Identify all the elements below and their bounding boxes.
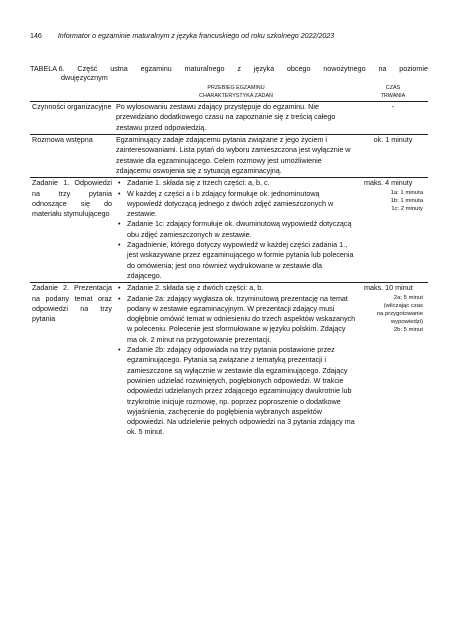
bullet-item: • Zadanie 1. składa się z trzech części: a, b, c. [116, 178, 356, 188]
description-cell [114, 178, 358, 283]
time-breakdown: (wliczając czas [383, 302, 423, 309]
time-cell: ok. 1 minuty [358, 135, 428, 178]
bullet-item: • Zadanie 2b: zdający odpowiada na trzy pytania postawione przez egzaminującego. Pytania są związane z tematyką prezentacji i zamieszczone są wyłącznie w zestawie dla egzaminującego. Zdający powinien udzielać rozwiniętych, pogłębionych odpowiedzi. W trakcie odpowiedzi udzielanych przez zdającego egzaminujący dwukrotnie lub trzykrotnie inicjuje rozmowę, np. poprzez poproszenie o dodatkowe wyjaśnienia, zachęcenie do pogłębienia wybranych aspektów odpowiedzi. Na udzielenie pełnych odpowiedzi na 3 pytania zdający ma ok. 5 minut. [116, 345, 356, 438]
caption-word: maturalnego [184, 64, 225, 73]
table-caption [30, 64, 428, 82]
time-breakdown: na przygotowanie [376, 310, 423, 317]
table-row [30, 102, 428, 135]
header-time [358, 85, 428, 102]
caption-word: poziomie [399, 64, 428, 73]
table-row [30, 135, 428, 178]
header-course-line1: PRZEBIEG EGZAMINU [207, 85, 265, 91]
time-breakdown: 1c: 2 minuty [391, 205, 423, 212]
caption-word: na [378, 64, 387, 73]
activity-cell: Czynności organizacyjne [30, 102, 114, 135]
description-cell [114, 283, 358, 439]
bullet-item: • Zadanie 2. składa się z dwóch części: a, b. [116, 283, 356, 293]
page-number: 146 [30, 32, 42, 40]
time-breakdown: 1b: 1 minuta [390, 197, 423, 204]
time-cell: - [358, 102, 428, 135]
header-course [114, 85, 358, 102]
caption-word: z [237, 64, 241, 73]
header-course-line2: CHARAKTERYSTYKA ZADAŃ [199, 92, 273, 99]
caption-word: Część [77, 64, 98, 73]
header-spacer [30, 85, 114, 102]
table-row [30, 283, 428, 439]
caption-label: TABELA 6. [30, 64, 65, 73]
exam-table [30, 85, 428, 439]
bullet-list [116, 283, 356, 437]
caption-word: nowożytnego [323, 64, 366, 73]
activity-cell: Zadanie 2. Prezentacja na podany temat oraz odpowiedzi na trzy pytania [32, 283, 112, 324]
activity-cell: Rozmowa wstępna [30, 135, 114, 178]
description-cell: Po wylosowaniu zestawu zdający przystępuje do egzaminu. Nie przewidziano dodatkowego czasu na zapoznanie się z treścią całego zestawu przed odpowiedzią. [114, 102, 358, 135]
bullet-item: • W każdej z części a i b zdający formułuje ok. jednominutową wypowiedź dotyczącą jednego z dwóch zdjęć zamieszczonych w zestawie. [116, 189, 356, 220]
caption-word: języka [253, 64, 275, 73]
table-header-row [30, 85, 428, 102]
header-time-line1: CZAS [385, 85, 401, 91]
caption-word: ustna [110, 64, 128, 73]
time-breakdown: 2a: 5 minut [393, 294, 423, 301]
time-breakdown: 2b: 5 minut [393, 326, 423, 333]
bullet-list [116, 178, 356, 281]
running-header [30, 32, 432, 40]
time-total: maks. 10 minut [364, 283, 413, 293]
activity-cell: Zadanie 1. Odpowiedzi na trzy pytania odnoszące się do materiału stymulującego [30, 178, 114, 283]
caption-word: egzaminu [140, 64, 172, 73]
time-breakdown: 1a: 1 minuta [390, 189, 423, 196]
header-time-line2: TRWANIA [380, 92, 406, 99]
bullet-item: • Zadanie 1c: zdający formułuje ok. dwuminutową wypowiedź dotyczącą obu zdjęć zamieszczonych w zestawie. [116, 219, 356, 240]
caption-line-1 [30, 64, 428, 73]
time-cell [358, 178, 428, 283]
table-row [30, 178, 428, 283]
time-breakdown: wypowiedzi) [390, 318, 423, 325]
time-cell [358, 283, 428, 439]
caption-line-2: dwujęzycznym [61, 73, 108, 83]
bullet-item: • Zadanie 2a: zdający wygłasza ok. trzyminutową prezentację na temat podany w zestawie egzaminacyjnym. W prezentacji zdający musi dogłębnie omówić temat w odniesieniu do trzech aspektów wskazanych w poleceniu. Polecenie jest sformułowane w języku polskim. Zdający ma ok. 2 minut na przygotowanie prezentacji. [116, 294, 356, 345]
time-total: maks. 4 minuty [364, 178, 413, 188]
description-cell: Egzaminujący zadaje zdającemu pytania związane z jego życiem i zainteresowaniami. Lista pytań do wyboru zamieszczona jest wyłącznie w zestawie dla egzaminującego. Celem rozmowy jest umożliwienie zdającemu oswojenia się z sytuacją egzaminacyjną. [114, 135, 358, 178]
running-title: Informator o egzaminie maturalnym z języka francuskiego od roku szkolnego 2022/2023 [57, 32, 335, 40]
bullet-item: • Zagadnienie, którego dotyczy wypowiedź w każdej części zadania 1., jest wskazywane przez egzaminującego w formie pytania lub polecenia do omówienia; jest ono również wydrukowane w zestawie dla zdającego. [116, 240, 356, 281]
caption-word: obcego [286, 64, 311, 73]
